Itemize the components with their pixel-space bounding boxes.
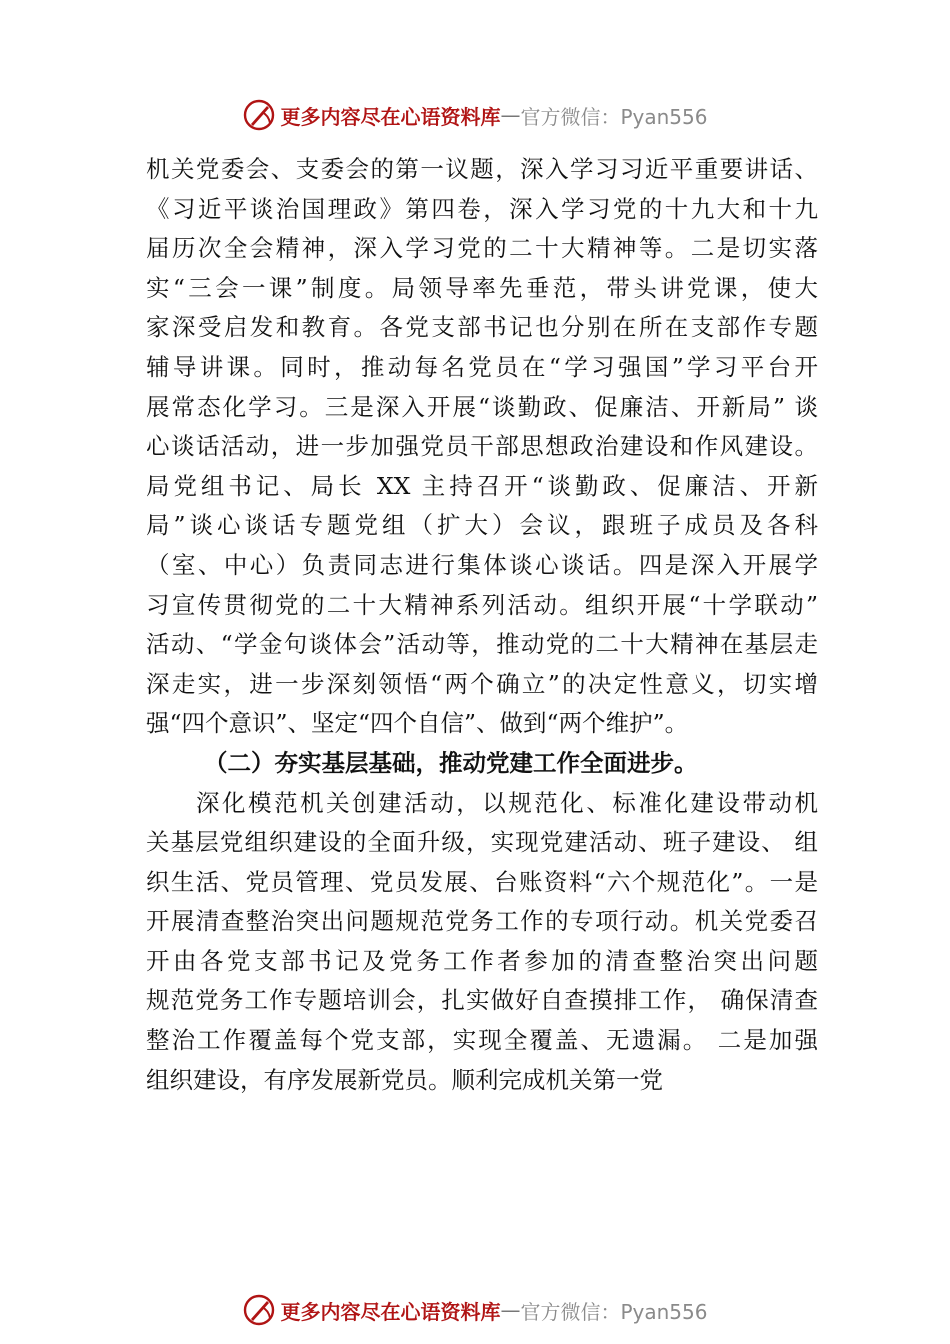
watermark-text: 更多内容尽在心语资料库 [280,104,501,129]
body-text-line: 展常态化学习。三是深入开展“谈勤政、促廉洁、开新局” 谈 [146,392,818,421]
watermark-text: 更多内容尽在心语资料库 [280,1299,501,1324]
watermark-wechat: 官方微信：Pyan556 [520,1299,708,1324]
body-text-line: 开展清查整治突出问题规范党务工作的专项行动。机关党委召 [146,907,818,936]
body-text-line: 辅导讲课。同时，推动每名党员在“学习强国”学习平台开 [146,352,818,381]
body-text-line: 织生活、党员管理、党员发展、台账资料“六个规范化”。一是 [146,867,818,896]
body-text-line: 整治工作覆盖每个党支部，实现全覆盖、无遗漏。 二是加强 [146,1026,818,1055]
body-text-line: 深化模范机关创建活动，以规范化、标准化建设带动机 [196,788,818,817]
body-text-line: 强“四个意识”、坚定“四个自信”、做到“两个维护”。 [146,709,689,738]
watermark-wechat: 官方微信：Pyan556 [520,104,708,129]
body-text-line: 实“三会一课”制度。局领导率先垂范，带头讲党课，使大 [146,273,818,302]
watermark-dash: — [500,103,521,127]
body-text-line: 深走实，进一步深刻领悟“两个确立”的决定性意义，切实增 [146,669,818,698]
footer-watermark [0,1290,950,1330]
body-text-line: 家深受启发和教育。各党支部书记也分别在所在支部作专题 [146,313,818,342]
body-text-line: 组织建设，有序发展新党员。顺利完成机关第一党 [146,1065,663,1094]
body-text-line: 《习近平谈治国理政》第四卷，深入学习党的十九大和十九 [146,194,818,223]
body-text-line: 开由各党支部书记及党务工作者参加的清查整治突出问题 [146,946,818,975]
section-heading: （二）夯实基层基础，推动党建工作全面进步。 [204,748,698,777]
document-body [146,150,818,1100]
quill-logo-icon [242,1293,276,1327]
body-text-line: 规范党务工作专题培训会，扎实做好自查摸排工作， 确保清查 [146,986,818,1015]
body-text-line: 届历次全会精神，深入学习党的二十大精神等。二是切实落 [146,234,818,263]
body-text-line: 局党组书记、局长 XX 主持召开“谈勤政、促廉洁、开新 [146,471,818,500]
quill-logo-icon [242,98,276,132]
body-text-line: 机关党委会、支委会的第一议题，深入学习习近平重要讲话、 [146,155,818,183]
body-text-line: 局”谈心谈话专题党组（扩大）会议，跟班子成员及各科 [146,511,818,540]
body-text-line: 习宣传贯彻党的二十大精神系列活动。组织开展“十学联动” [146,590,818,619]
body-text-line: （室、中心）负责同志进行集体谈心谈话。四是深入开展学 [146,550,818,579]
body-text-line: 活动、“学金句谈体会”活动等，推动党的二十大精神在基层走 [146,630,818,659]
watermark-dash: — [500,1298,521,1322]
body-text-line: 关基层党组织建设的全面升级，实现党建活动、班子建设、 组 [146,828,818,857]
body-text-line: 心谈话活动，进一步加强党员干部思想政治建设和作风建设。 [146,432,818,461]
header-watermark [0,95,950,135]
